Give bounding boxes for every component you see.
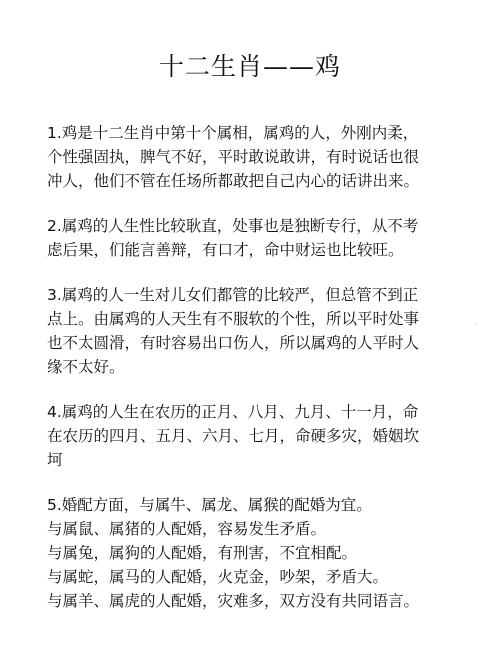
- paragraph-line: 与属蛇，属马的人配婚，火克金，吵架，矛盾大。: [47, 568, 389, 586]
- page-title: 十二生肖——鸡: [158, 52, 341, 81]
- paragraph-5: [47, 493, 462, 613]
- paragraph-line: 1.鸡是十二生肖中第十个属相，属鸡的人，外刚内柔，: [47, 124, 419, 142]
- paragraph-line: 点上。由属鸡的人天生有不服软的个性，所以平时处事: [47, 310, 420, 328]
- paragraph-line: 虑后果，们能言善辩，有口才，命中财运也比较旺。: [47, 241, 404, 259]
- paragraph-line: 3.属鸡的人一生对儿女们都管的比较严，但总管不到正: [47, 286, 419, 304]
- paragraph-1: [47, 121, 462, 193]
- paragraph-3: [47, 283, 462, 379]
- paragraph-line: 缘不太好。: [47, 358, 125, 376]
- paragraph-4: [47, 400, 462, 472]
- paragraph-line: 5.婚配方面，与属牛、属龙、属猴的配婚为宜。: [47, 496, 372, 514]
- paragraph-line: 4.属鸡的人生在农历的正月、八月、九月、十一月，命: [47, 403, 419, 421]
- small-mark-icon: ·: [475, 320, 478, 330]
- paragraph-line: 与属羊、属虎的人配婚，灾难多，双方没有共同语言。: [47, 592, 420, 610]
- document-body: [47, 121, 462, 613]
- paragraph-2: [47, 214, 462, 262]
- paragraph-line: 2.属鸡的人生性比较耿直，处事也是独断专行，从不考: [47, 217, 419, 235]
- paragraph-line: 与属兔，属狗的人配婚，有刑害，不宜相配。: [47, 544, 358, 562]
- paragraph-line: 与属鼠、属猪的人配婚，容易发生矛盾。: [47, 520, 327, 538]
- paragraph-line: 坷: [47, 451, 63, 469]
- paragraph-line: 也不太圆滑，有时容易出口伤人，所以属鸡的人平时人: [47, 334, 420, 352]
- paragraph-line: 在农历的四月、五月、六月、七月，命硬多灾，婚姻坎: [47, 427, 420, 445]
- paragraph-line: 个性强固执，脾气不好，平时敢说敢讲，有时说话也很: [47, 148, 420, 166]
- paragraph-line: 冲人，他们不管在任场所都敢把自己内心的话讲出来。: [47, 172, 420, 190]
